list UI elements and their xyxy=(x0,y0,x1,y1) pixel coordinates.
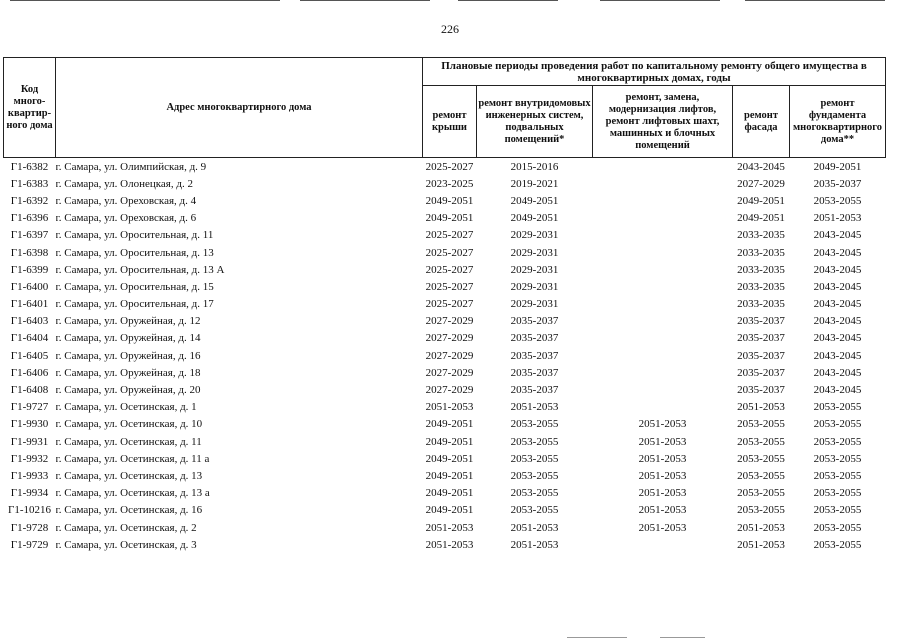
cell-engineering-period: 2053-2055 xyxy=(510,469,559,482)
cell-facade-period: 2035-2037 xyxy=(737,332,785,345)
cell-engineering-period: 2053-2055 xyxy=(510,504,559,517)
cell-engineering-period: 2049-2051 xyxy=(510,194,559,207)
cell-elevator-period xyxy=(593,227,733,244)
top-edge-rule xyxy=(0,0,900,2)
cell-elevator-period: 2051-2053 xyxy=(638,487,687,500)
cell-engineering-period: 2029-2031 xyxy=(510,298,559,311)
table-row xyxy=(4,261,886,278)
cell-building-code: Г1-6401 xyxy=(10,298,49,311)
cell-engineering-period: 2053-2055 xyxy=(510,435,559,448)
cell-engineering-period: 2035-2037 xyxy=(510,315,559,328)
cell-foundation-period: 2043-2045 xyxy=(813,246,862,259)
cell-building-code: Г1-6392 xyxy=(10,194,49,207)
cell-building-code: Г1-6382 xyxy=(4,158,56,176)
cell-foundation-period: 2049-2051 xyxy=(790,158,886,176)
cell-foundation-period: 2043-2045 xyxy=(813,298,862,311)
cell-engineering-period: 2035-2037 xyxy=(510,349,559,362)
cell-elevator-period xyxy=(593,399,733,416)
cell-foundation-period: 2043-2045 xyxy=(813,384,862,397)
cell-elevator-period xyxy=(593,536,733,553)
cell-elevator-period xyxy=(593,278,733,295)
cell-address: г. Самара, ул. Оружейная, д. 18 xyxy=(55,366,201,379)
cell-foundation-period: 2043-2045 xyxy=(813,263,862,276)
cell-roof-period: 2049-2051 xyxy=(425,504,474,517)
cell-foundation-period: 2043-2045 xyxy=(813,332,862,345)
cell-roof-period: 2025-2027 xyxy=(425,263,474,276)
cell-foundation-period: 2043-2045 xyxy=(813,349,862,362)
cell-foundation-period: 2053-2055 xyxy=(813,469,862,482)
cell-building-code: Г1-6399 xyxy=(10,263,49,276)
table-row xyxy=(4,175,886,192)
cell-facade-period: 2033-2035 xyxy=(737,229,785,242)
page-number: 226 xyxy=(441,22,459,36)
cell-roof-period: 2027-2029 xyxy=(425,366,474,379)
table-row xyxy=(4,158,886,176)
cell-foundation-period: 2043-2045 xyxy=(813,366,862,379)
cell-foundation-period: 2053-2055 xyxy=(813,418,862,431)
cell-facade-period: 2035-2037 xyxy=(737,384,785,397)
cell-foundation-period: 2053-2055 xyxy=(813,452,862,465)
cell-facade-period: 2035-2037 xyxy=(737,349,785,362)
cell-building-code: Г1-10216 xyxy=(7,504,52,517)
cell-address: г. Самара, ул. Осетинская, д. 13 а xyxy=(55,487,210,500)
cell-roof-period: 2027-2029 xyxy=(425,315,474,328)
cell-engineering-period: 2051-2053 xyxy=(510,521,559,534)
cell-facade-period: 2051-2053 xyxy=(737,521,785,534)
cell-facade-period: 2035-2037 xyxy=(737,315,785,328)
cell-roof-period: 2049-2051 xyxy=(425,452,474,465)
header-building-code: Код много-квартир-ного дома xyxy=(4,58,56,158)
cell-roof-period: 2049-2051 xyxy=(425,418,474,431)
cell-engineering-period: 2049-2051 xyxy=(510,212,559,225)
cell-building-code: Г1-6397 xyxy=(10,229,49,242)
cell-facade-period: 2053-2055 xyxy=(737,435,785,448)
cell-address: г. Самара, ул. Ореховская, д. 6 xyxy=(55,212,197,225)
cell-building-code: Г1-9933 xyxy=(10,469,49,482)
cell-engineering-period: 2051-2053 xyxy=(510,401,559,414)
header-elevator-repair: ремонт, замена, модернизация лифтов, ремонт лифтовых шахт, машинных и блочных помещений xyxy=(593,86,733,158)
cell-elevator-period: 2051-2053 xyxy=(638,452,687,465)
cell-address: г. Самара, ул. Осетинская, д. 11 xyxy=(55,435,202,448)
cell-foundation-period: 2051-2053 xyxy=(813,212,862,225)
cell-engineering-period: 2029-2031 xyxy=(510,280,559,293)
cell-building-code: Г1-9728 xyxy=(10,521,49,534)
cell-elevator-period xyxy=(593,244,733,261)
cell-building-code: Г1-6398 xyxy=(10,246,49,259)
cell-foundation-period: 2035-2037 xyxy=(813,177,862,190)
cell-address: г. Самара, ул. Осетинская, д. 16 xyxy=(55,504,203,517)
cell-facade-period: 2053-2055 xyxy=(737,504,785,517)
cell-elevator-period xyxy=(593,330,733,347)
cell-roof-period: 2049-2051 xyxy=(425,212,474,225)
cell-elevator-period xyxy=(593,210,733,227)
table-row xyxy=(4,296,886,313)
cell-elevator-period xyxy=(593,364,733,381)
cell-elevator-period xyxy=(593,261,733,278)
cell-elevator-period: 2051-2053 xyxy=(638,521,687,534)
cell-roof-period: 2025-2027 xyxy=(425,246,474,259)
cell-address: г. Самара, ул. Оросительная, д. 15 xyxy=(55,280,214,293)
cell-roof-period: 2051-2053 xyxy=(425,538,474,551)
cell-elevator-period xyxy=(593,313,733,330)
cell-elevator-period xyxy=(593,347,733,364)
table-row xyxy=(4,347,886,364)
cell-facade-period: 2051-2053 xyxy=(737,538,785,551)
cell-facade-period: 2053-2055 xyxy=(737,452,785,465)
cell-foundation-period: 2043-2045 xyxy=(813,315,862,328)
cell-engineering-period: 2035-2037 xyxy=(510,384,559,397)
table-row xyxy=(4,433,886,450)
cell-address: г. Самара, ул. Оружейная, д. 20 xyxy=(55,384,201,397)
cell-address: г. Самара, ул. Ореховская, д. 4 xyxy=(55,194,197,207)
cell-foundation-period: 2053-2055 xyxy=(813,521,862,534)
cell-facade-period: 2033-2035 xyxy=(737,298,785,311)
cell-roof-period: 2025-2027 xyxy=(423,158,477,176)
cell-elevator-period: 2051-2053 xyxy=(638,504,687,517)
table-row xyxy=(4,381,886,398)
cell-roof-period: 2049-2051 xyxy=(425,487,474,500)
cell-facade-period: 2033-2035 xyxy=(737,280,785,293)
cell-engineering-period: 2029-2031 xyxy=(510,246,559,259)
table-row xyxy=(4,330,886,347)
cell-elevator-period xyxy=(593,381,733,398)
cell-building-code: Г1-6383 xyxy=(10,177,49,190)
table-row xyxy=(4,502,886,519)
header-engineering-systems-repair: ремонт внутридомовых инженерных систем, подвальных помещений* xyxy=(477,86,593,158)
cell-engineering-period: 2035-2037 xyxy=(510,366,559,379)
cell-roof-period: 2027-2029 xyxy=(425,332,474,345)
cell-facade-period: 2043-2045 xyxy=(733,158,790,176)
cell-roof-period: 2025-2027 xyxy=(425,280,474,293)
capital-repair-schedule-table xyxy=(3,57,886,553)
cell-facade-period: 2035-2037 xyxy=(737,366,785,379)
cell-elevator-period xyxy=(593,158,733,176)
cell-facade-period: 2051-2053 xyxy=(737,401,785,414)
cell-roof-period: 2027-2029 xyxy=(425,349,474,362)
cell-building-code: Г1-9932 xyxy=(10,452,49,465)
cell-roof-period: 2049-2051 xyxy=(425,435,474,448)
cell-building-code: Г1-6403 xyxy=(10,315,49,328)
cell-roof-period: 2027-2029 xyxy=(425,384,474,397)
table-row xyxy=(4,364,886,381)
cell-building-code: Г1-9931 xyxy=(10,435,49,448)
cell-building-code: Г1-6406 xyxy=(10,366,49,379)
cell-engineering-period: 2051-2053 xyxy=(510,538,559,551)
cell-building-code: Г1-6400 xyxy=(10,280,49,293)
cell-address: г. Самара, ул. Оружейная, д. 16 xyxy=(55,349,201,362)
cell-foundation-period: 2053-2055 xyxy=(813,435,862,448)
table-row xyxy=(4,313,886,330)
table-row xyxy=(4,244,886,261)
cell-engineering-period: 2029-2031 xyxy=(510,229,559,242)
cell-foundation-period: 2043-2045 xyxy=(813,229,862,242)
cell-facade-period: 2033-2035 xyxy=(737,263,785,276)
cell-elevator-period xyxy=(593,175,733,192)
cell-address: г. Самара, ул. Оросительная, д. 13 xyxy=(55,246,214,259)
table-body xyxy=(4,158,886,554)
table-row xyxy=(4,485,886,502)
cell-foundation-period: 2043-2045 xyxy=(813,280,862,293)
cell-elevator-period: 2051-2053 xyxy=(638,435,687,448)
cell-building-code: Г1-9729 xyxy=(10,538,49,551)
cell-engineering-period: 2053-2055 xyxy=(510,487,559,500)
cell-address: г. Самара, ул. Оросительная, д. 11 xyxy=(55,229,214,242)
cell-facade-period: 2049-2051 xyxy=(737,212,785,225)
cell-foundation-period: 2053-2055 xyxy=(813,487,862,500)
cell-roof-period: 2051-2053 xyxy=(425,401,474,414)
table-row xyxy=(4,467,886,484)
cell-address: г. Самара, ул. Осетинская, д. 10 xyxy=(55,418,203,431)
cell-foundation-period: 2053-2055 xyxy=(813,504,862,517)
cell-roof-period: 2051-2053 xyxy=(425,521,474,534)
cell-elevator-period: 2051-2053 xyxy=(638,418,687,431)
cell-building-code: Г1-6404 xyxy=(10,332,49,345)
cell-elevator-period: 2051-2053 xyxy=(638,469,687,482)
cell-address: г. Самара, ул. Осетинская, д. 13 xyxy=(55,469,203,482)
table-row xyxy=(4,536,886,553)
cell-engineering-period: 2029-2031 xyxy=(510,263,559,276)
cell-roof-period: 2025-2027 xyxy=(425,298,474,311)
cell-address: г. Самара, ул. Олонецкая, д. 2 xyxy=(55,177,193,190)
cell-building-code: Г1-6405 xyxy=(10,349,49,362)
cell-building-code: Г1-9727 xyxy=(10,401,49,414)
cell-address: г. Самара, ул. Оросительная, д. 17 xyxy=(55,298,214,311)
cell-address: г. Самара, ул. Оружейная, д. 14 xyxy=(55,332,201,345)
cell-engineering-period: 2053-2055 xyxy=(510,452,559,465)
cell-address: г. Самара, ул. Оружейная, д. 12 xyxy=(55,315,201,328)
cell-foundation-period: 2053-2055 xyxy=(813,401,862,414)
cell-facade-period: 2033-2035 xyxy=(737,246,785,259)
cell-roof-period: 2049-2051 xyxy=(425,469,474,482)
cell-facade-period: 2053-2055 xyxy=(737,418,785,431)
cell-building-code: Г1-6396 xyxy=(10,212,49,225)
table-row xyxy=(4,278,886,295)
cell-address: г. Самара, ул. Олимпийская, д. 9 xyxy=(56,158,423,176)
cell-facade-period: 2049-2051 xyxy=(737,194,785,207)
table-row xyxy=(4,210,886,227)
cell-building-code: Г1-9934 xyxy=(10,487,49,500)
cell-engineering-period: 2035-2037 xyxy=(510,332,559,345)
cell-foundation-period: 2053-2055 xyxy=(813,194,862,207)
cell-address: г. Самара, ул. Оросительная, д. 13 А xyxy=(55,263,225,276)
header-address: Адрес многоквартирного дома xyxy=(56,58,423,158)
table-row xyxy=(4,519,886,536)
cell-address: г. Самара, ул. Осетинская, д. 3 xyxy=(55,538,197,551)
cell-facade-period: 2053-2055 xyxy=(737,487,785,500)
header-foundation-repair: ремонт фундамента многоквартирного дома** xyxy=(790,86,886,158)
table-row xyxy=(4,227,886,244)
cell-elevator-period xyxy=(593,192,733,209)
header-roof-repair: ремонт крыши xyxy=(423,86,477,158)
cell-roof-period: 2049-2051 xyxy=(425,194,474,207)
cell-engineering-period: 2015-2016 xyxy=(477,158,593,176)
cell-building-code: Г1-6408 xyxy=(10,384,49,397)
cell-facade-period: 2053-2055 xyxy=(737,469,785,482)
cell-address: г. Самара, ул. Осетинская, д. 2 xyxy=(55,521,197,534)
header-planned-periods: Плановые периоды проведения работ по капитальному ремонту общего имущества в многоквартирных домах, годы xyxy=(423,58,886,86)
table-row xyxy=(4,416,886,433)
header-facade-repair: ремонт фасада xyxy=(733,86,790,158)
table-row xyxy=(4,399,886,416)
table-row xyxy=(4,192,886,209)
cell-roof-period: 2025-2027 xyxy=(425,229,474,242)
cell-facade-period: 2027-2029 xyxy=(737,177,785,190)
cell-building-code: Г1-9930 xyxy=(10,418,49,431)
cell-elevator-period xyxy=(593,296,733,313)
cell-engineering-period: 2019-2021 xyxy=(510,177,559,190)
cell-address: г. Самара, ул. Осетинская, д. 1 xyxy=(55,401,197,414)
cell-foundation-period: 2053-2055 xyxy=(813,538,862,551)
cell-address: г. Самара, ул. Осетинская, д. 11 а xyxy=(55,452,210,465)
cell-engineering-period: 2053-2055 xyxy=(510,418,559,431)
table-row xyxy=(4,450,886,467)
cell-roof-period: 2023-2025 xyxy=(425,177,474,190)
